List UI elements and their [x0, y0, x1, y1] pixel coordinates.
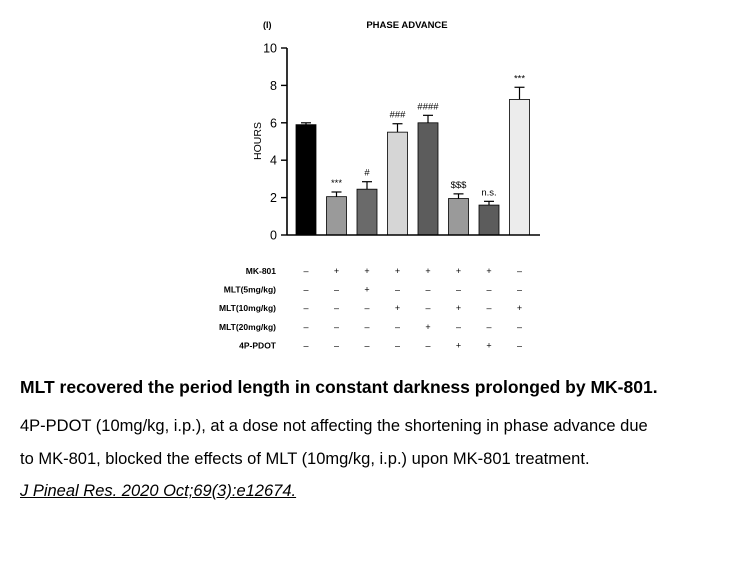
treatment-sign: +: [394, 303, 401, 314]
treatment-sign: +: [455, 340, 462, 351]
treatment-label: MLT(20mg/kg): [219, 321, 276, 332]
bar: [449, 199, 469, 235]
treatment-sign: –: [425, 340, 431, 351]
y-tick-label: 6: [270, 116, 277, 131]
bar: [327, 197, 347, 235]
bar: [357, 189, 377, 235]
treatment-label: MLT(10mg/kg): [219, 303, 276, 314]
treatment-label: MLT(5mg/kg): [223, 284, 276, 295]
caption-line-2: to MK-801, blocked the effects of MLT (10mg/kg, i.p.) upon MK-801 treatment.: [20, 450, 590, 468]
treatment-sign: –: [425, 303, 431, 314]
treatment-sign: –: [486, 284, 492, 295]
significance-label: $$$: [450, 179, 467, 191]
treatment-sign: –: [303, 284, 309, 295]
bar: [296, 125, 316, 235]
treatment-sign: –: [516, 340, 523, 351]
bar: [510, 99, 530, 235]
treatment-sign: –: [486, 321, 492, 332]
significance-label: #: [364, 167, 370, 179]
significance-label: ***: [513, 73, 526, 85]
treatment-sign: –: [425, 284, 431, 295]
y-axis-label: HOURS: [252, 122, 264, 160]
significance-label: n.s.: [481, 187, 497, 199]
treatment-sign: –: [303, 303, 309, 314]
caption-title: MLT recovered the period length in constant darkness prolonged by MK-801.: [20, 377, 658, 397]
treatment-sign: –: [455, 284, 462, 295]
y-tick-label: 2: [270, 191, 277, 206]
treatment-sign: +: [425, 321, 431, 332]
treatment-sign: +: [333, 266, 340, 276]
treatment-sign: –: [364, 303, 370, 314]
treatment-sign: +: [455, 303, 462, 314]
treatment-sign: –: [455, 321, 462, 332]
citation-link[interactable]: J Pineal Res. 2020 Oct;69(3):e12674.: [20, 482, 297, 500]
treatment-sign: –: [486, 303, 492, 314]
treatment-sign: –: [333, 321, 340, 332]
treatment-sign: –: [364, 321, 370, 332]
bar: [388, 132, 408, 235]
treatment-sign: –: [516, 284, 523, 295]
treatment-sign: +: [486, 266, 492, 276]
treatment-sign: +: [425, 266, 431, 276]
treatment-label: 4P-PDOT: [239, 340, 276, 351]
treatment-sign: +: [516, 303, 523, 314]
caption-line-1: 4P-PDOT (10mg/kg, i.p.), at a dose not affecting the shortening in phase advance due: [20, 417, 648, 435]
treatment-sign: +: [394, 266, 401, 276]
treatment-sign: –: [303, 340, 309, 351]
treatment-sign: –: [333, 303, 340, 314]
y-tick-label: 10: [263, 41, 277, 56]
significance-label: ####: [417, 101, 439, 113]
treatment-sign: –: [516, 321, 523, 332]
treatment-sign: –: [394, 284, 401, 295]
y-tick-label: 0: [270, 228, 277, 243]
significance-label: ***: [330, 177, 343, 189]
treatment-sign: –: [303, 266, 309, 276]
treatment-sign: +: [455, 266, 462, 276]
bar: [479, 205, 499, 235]
y-tick-label: 8: [270, 78, 277, 93]
treatment-label: MK-801: [245, 266, 276, 276]
bar: [418, 123, 438, 235]
treatment-sign: –: [333, 284, 340, 295]
treatment-sign: –: [516, 266, 523, 276]
treatment-sign: –: [303, 321, 309, 332]
treatment-sign: –: [364, 340, 370, 351]
significance-label: ###: [389, 109, 406, 121]
y-tick-label: 4: [270, 153, 277, 168]
treatment-sign: –: [394, 340, 401, 351]
panel-label: (I): [263, 20, 272, 30]
treatment-sign: +: [486, 340, 492, 351]
treatment-sign: –: [333, 340, 340, 351]
treatment-sign: –: [394, 321, 401, 332]
chart-title: PHASE ADVANCE: [366, 20, 448, 31]
treatment-sign: +: [364, 284, 370, 295]
treatment-sign: +: [364, 266, 370, 276]
